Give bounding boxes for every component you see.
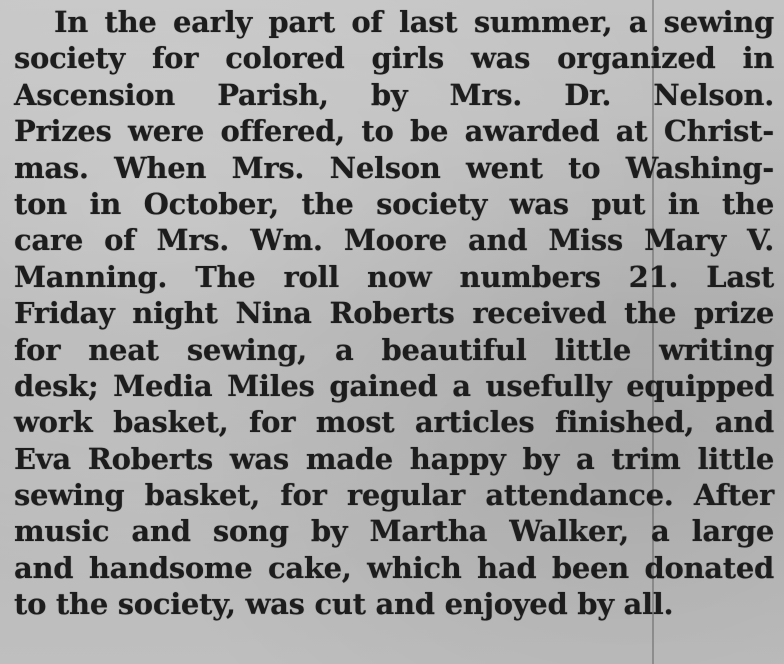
article-line: ton in October, the society was put in the (14, 186, 774, 221)
article-line: music and song by Martha Walker, a large (14, 514, 774, 549)
article-line: to the society, was cut and enjoyed by all. (14, 587, 674, 622)
article-line: society for colored girls was organized in (14, 41, 774, 76)
article-paragraph (14, 4, 774, 623)
article-line: mas. When Mrs. Nelson went to Washing- (14, 150, 774, 185)
article-line: care of Mrs. Wm. Moore and Miss Mary V. (14, 223, 774, 258)
article-line: Manning. The roll now numbers 21. Last (14, 259, 774, 294)
article-line: sewing basket, for regular attendance. After (14, 478, 774, 513)
article-line: desk; Media Miles gained a usefully equipped (14, 368, 774, 403)
article-line: Friday night Nina Roberts received the prize (14, 296, 774, 331)
article-line: In the early part of last summer, a sewing (54, 5, 774, 39)
article-line: Eva Roberts was made happy by a trim little (14, 441, 774, 476)
article-line: for neat sewing, a beautiful little writing (14, 332, 774, 367)
article-line: Prizes were offered, to be awarded at Christ- (14, 114, 774, 149)
article-line: Ascension Parish, by Mrs. Dr. Nelson. (14, 77, 774, 112)
article-line: and handsome cake, which had been donated (14, 550, 774, 585)
article-line: work basket, for most articles finished, and (14, 405, 774, 440)
